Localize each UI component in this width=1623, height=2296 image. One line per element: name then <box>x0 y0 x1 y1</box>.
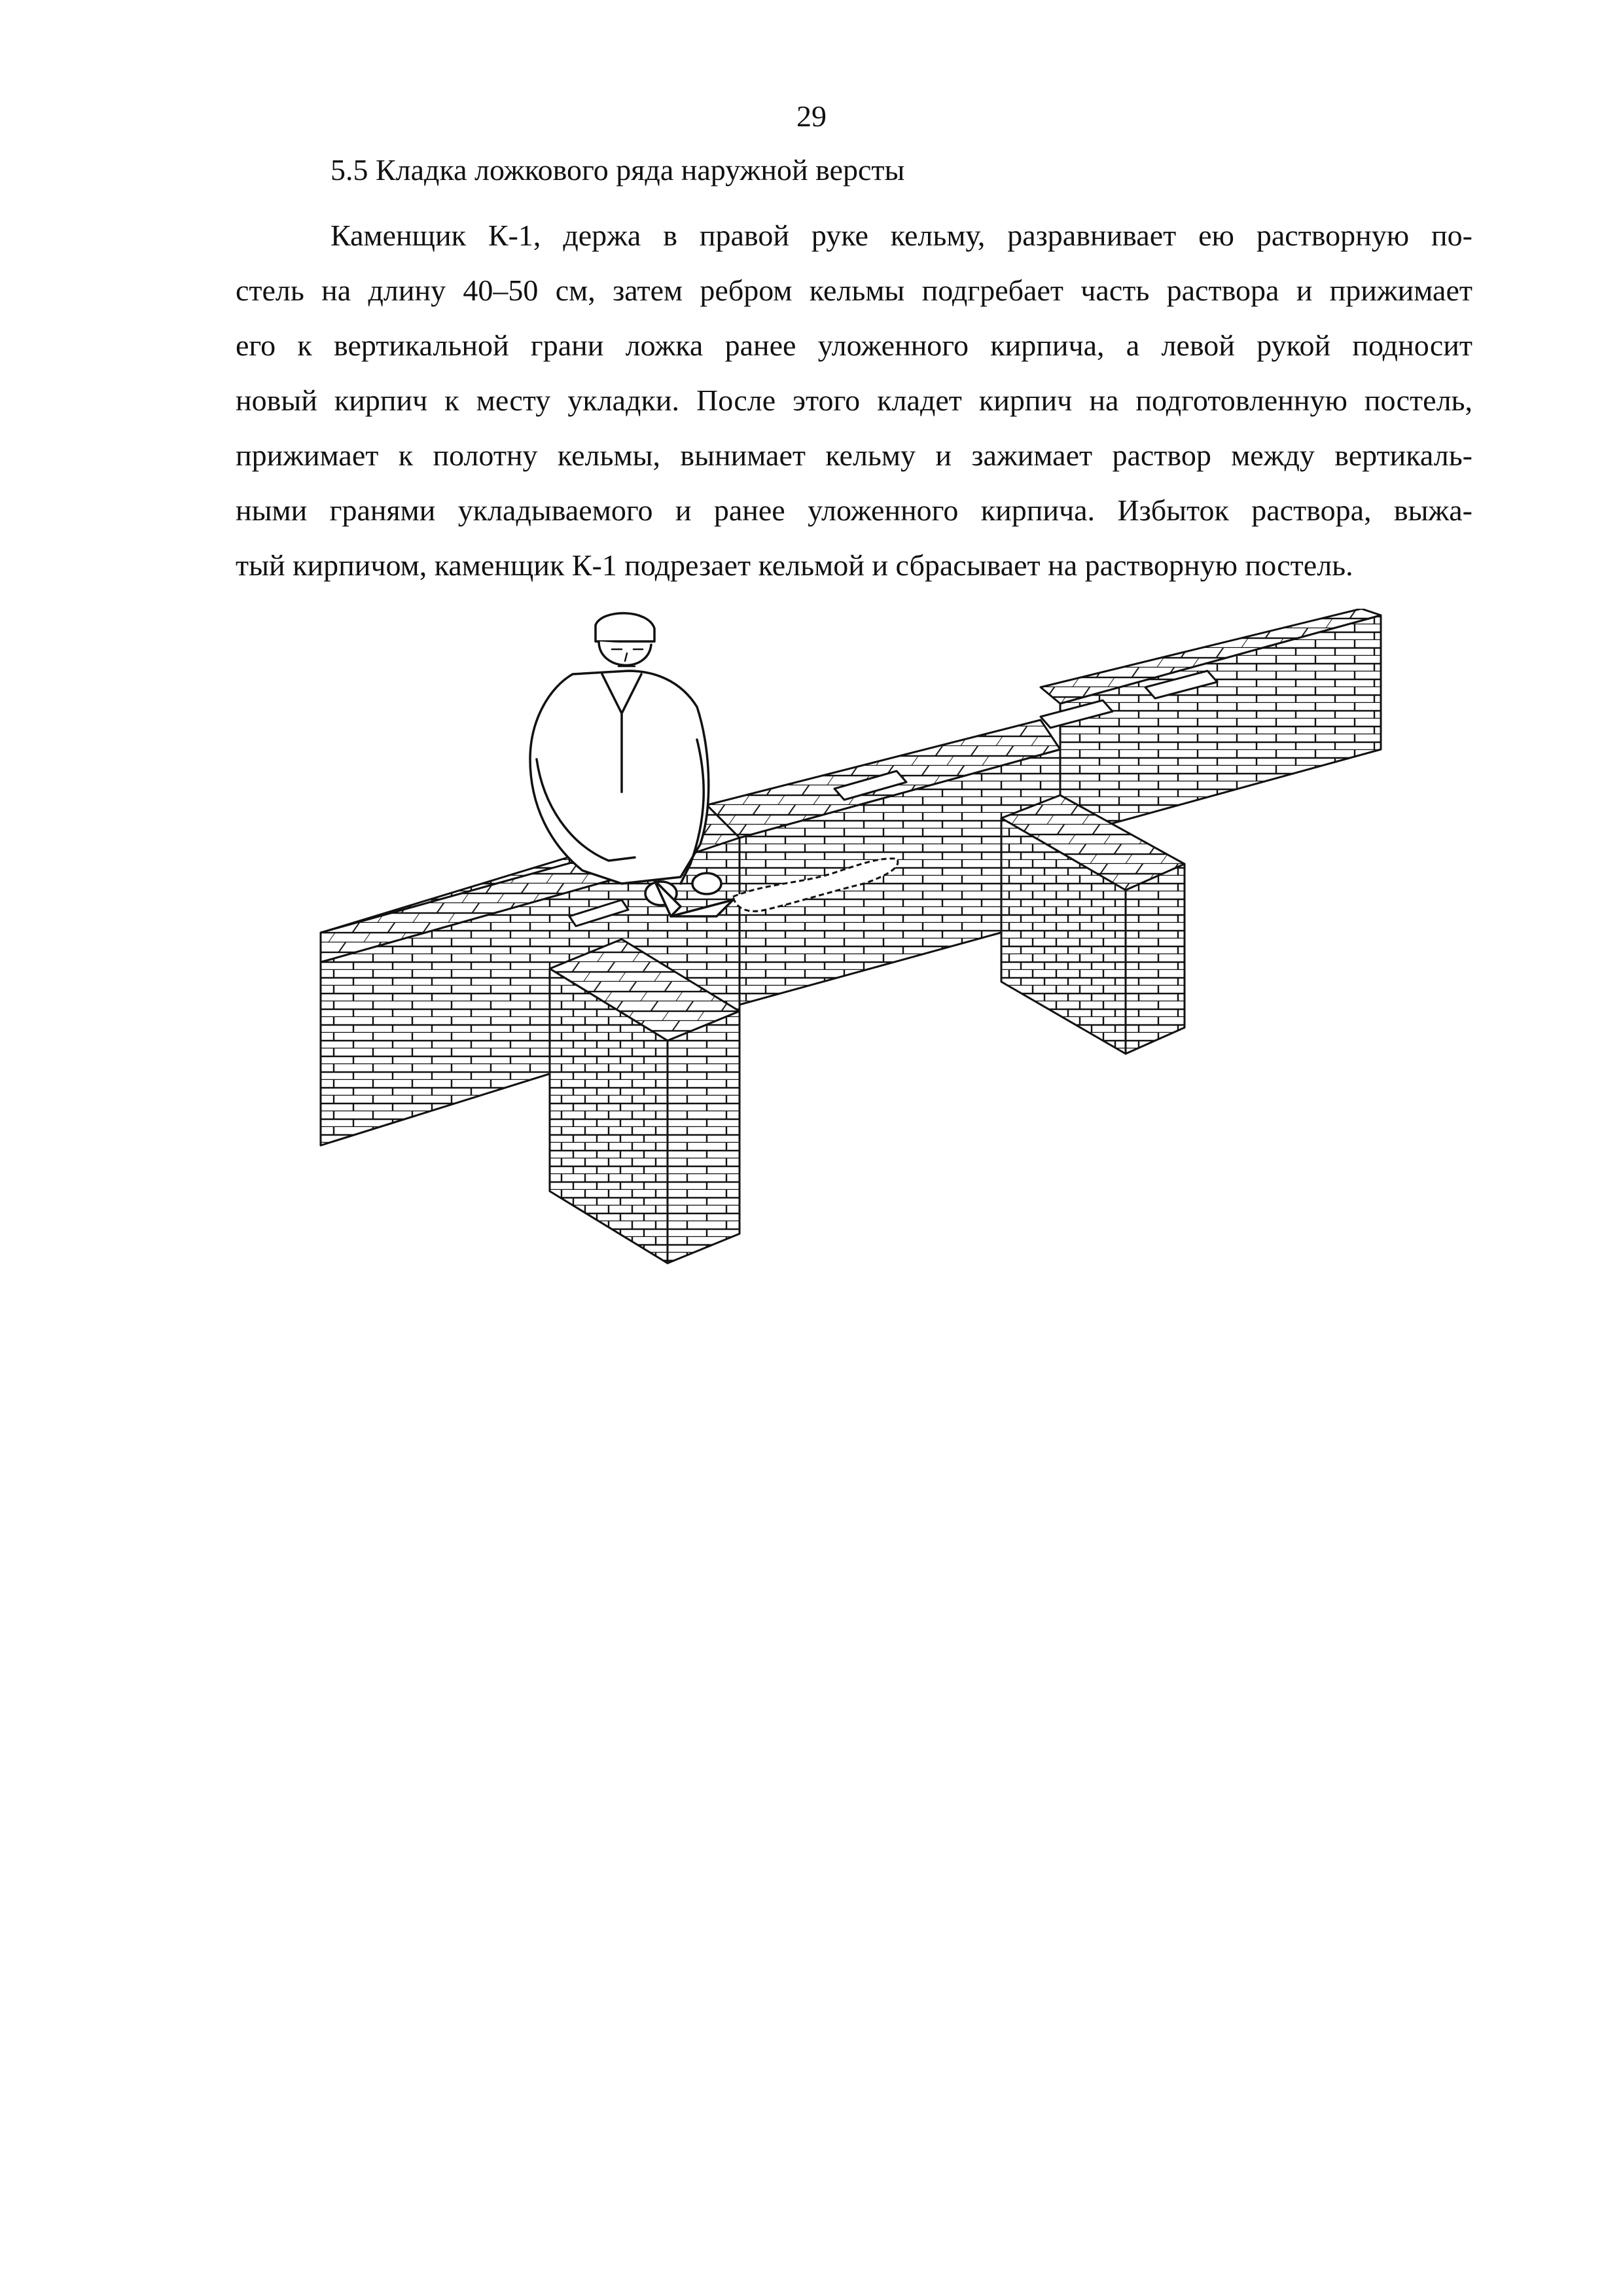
paragraph <box>236 208 1472 593</box>
bricklaying-illustration <box>314 609 1387 1276</box>
worker-torso <box>530 671 709 884</box>
paragraph-line: новый кирпич к месту укладки. После этого кладет кирпич на подготовленную постель, <box>236 384 1472 417</box>
paragraph-line: тый кирпичом, каменщик К-1 подрезает кельмой и сбрасывает на растворную постель. <box>236 548 1353 582</box>
worker-cap <box>596 613 654 641</box>
illustration-svg <box>314 609 1387 1276</box>
paragraph-line: его к вертикальной грани ложка ранее уложенного кирпича, а левой рукой подносит <box>236 329 1472 362</box>
paragraph-line: Каменщик К-1, держа в правой руке кельму, разравнивает ею растворную по- <box>330 219 1472 252</box>
paragraph-line: стель на длину 40–50 см, затем ребром кельмы подгребает часть раствора и прижимает <box>236 274 1472 307</box>
paragraph-line: прижимает к полотну кельмы, вынимает кельму и зажимает раствор между вертикаль- <box>236 439 1472 472</box>
brick-wall <box>321 609 1381 1263</box>
page-number: 29 <box>796 99 827 133</box>
section-heading: 5.5 Кладка ложкового ряда наружной версты <box>330 153 905 187</box>
worker-hand <box>692 873 721 894</box>
paragraph-line: ными гранями укладываемого и ранее уложенного кирпича. Избыток раствора, выжа- <box>236 493 1472 527</box>
pilaster-front-left <box>668 1011 740 1263</box>
pilaster-front-right <box>1126 864 1185 1054</box>
